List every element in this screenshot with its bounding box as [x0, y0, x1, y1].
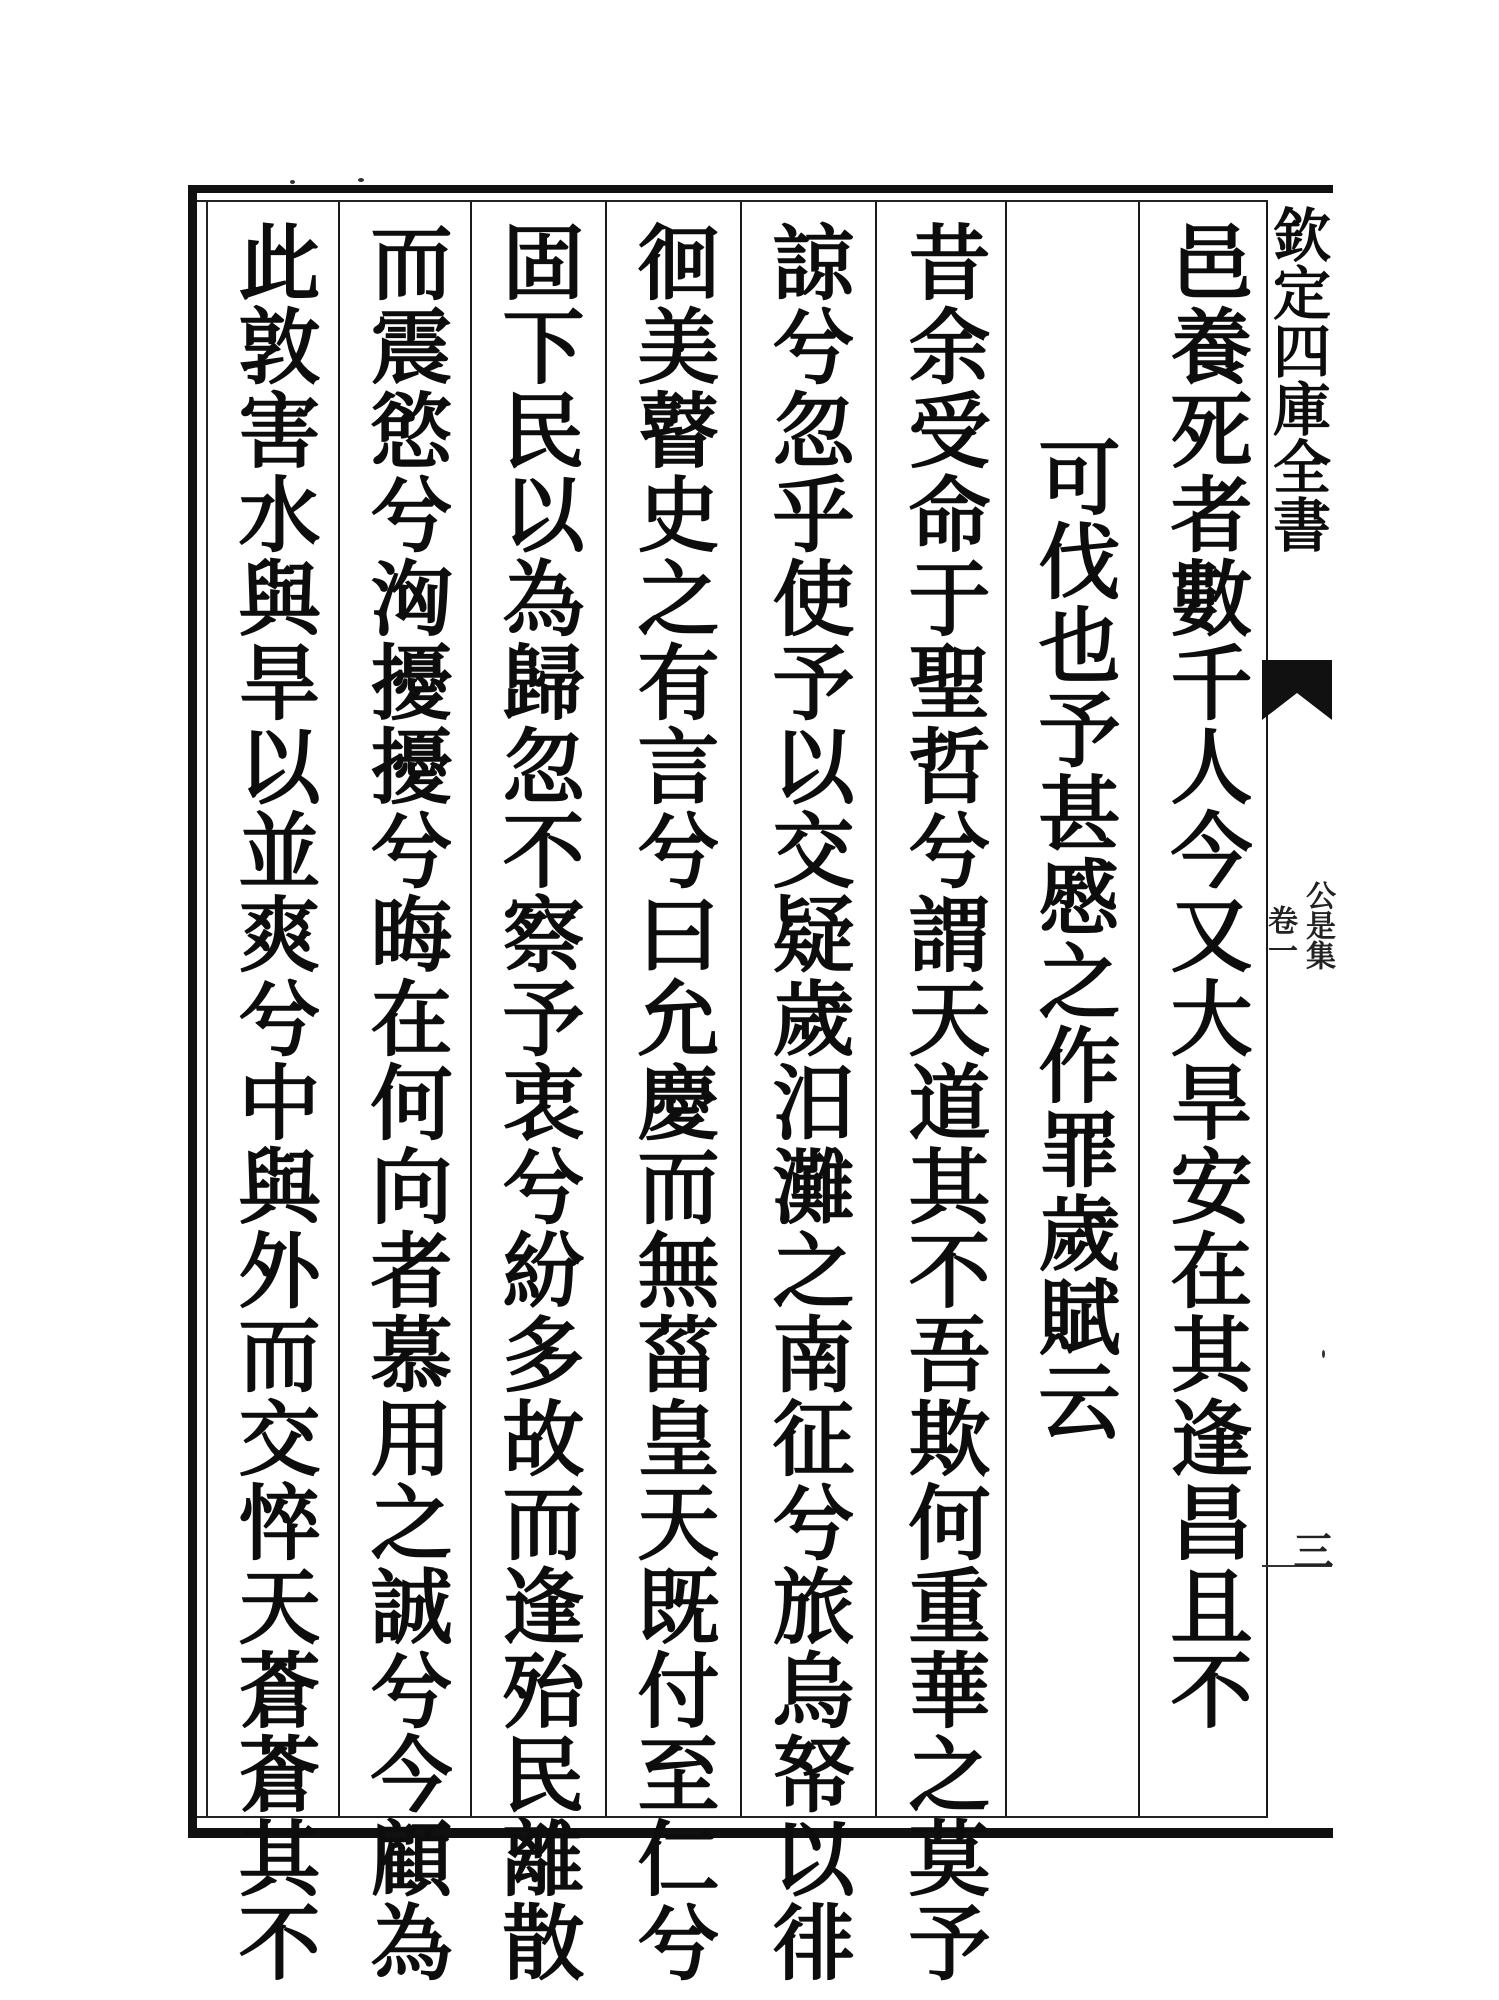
- text-column-6: 固下民以為歸忽不察予衷兮紛多故而逢殆民離散: [489, 220, 585, 1984]
- margin-volume-label: 卷一: [1262, 905, 1297, 965]
- column-rule: [338, 202, 340, 1816]
- frame-top-border: [188, 185, 1333, 193]
- column-rule: [1138, 202, 1140, 1816]
- frame-top-inner-border: [188, 200, 1268, 202]
- margin-collection-title: 公是集: [1300, 880, 1335, 970]
- text-column-7: 而震慾兮洶擾擾兮晦在何向者慕用之誠兮今顧為: [357, 220, 453, 1984]
- column-rule: [740, 202, 742, 1816]
- text-column-3: 昔余受命于聖哲兮謂天道其不吾欺何重華之莫予: [895, 220, 991, 1984]
- column-rule: [605, 202, 607, 1816]
- column-rule: [470, 202, 472, 1816]
- text-column-4: 諒兮忽乎使予以交疑歲汨灘之南征兮旅烏帑以徘: [759, 220, 855, 1984]
- frame-left-border: [188, 190, 197, 1836]
- text-column-8: 此敦害水與旱以並爽兮中與外而交悴天蒼蒼其不: [225, 220, 321, 1984]
- text-column-5: 徊美瞽史之有言兮曰允慶而無菑皇天既付至仁兮: [624, 220, 720, 1984]
- frame-left-inner-border: [206, 200, 208, 1818]
- ink-speck: [1322, 1350, 1325, 1358]
- column-rule: [1005, 202, 1007, 1816]
- margin-page-number: 三: [1287, 1530, 1334, 1570]
- text-column-1: 邑養死者數千人今又大旱安在其逢昌且不: [1157, 220, 1253, 1732]
- column-rule: [875, 202, 877, 1816]
- text-column-2: 可伐也予甚慼之作罪歲賦云: [1025, 435, 1121, 1443]
- margin-book-title: 欽定四庫全書: [1263, 205, 1331, 553]
- ink-speck: [290, 180, 295, 184]
- ink-speck: [358, 178, 364, 182]
